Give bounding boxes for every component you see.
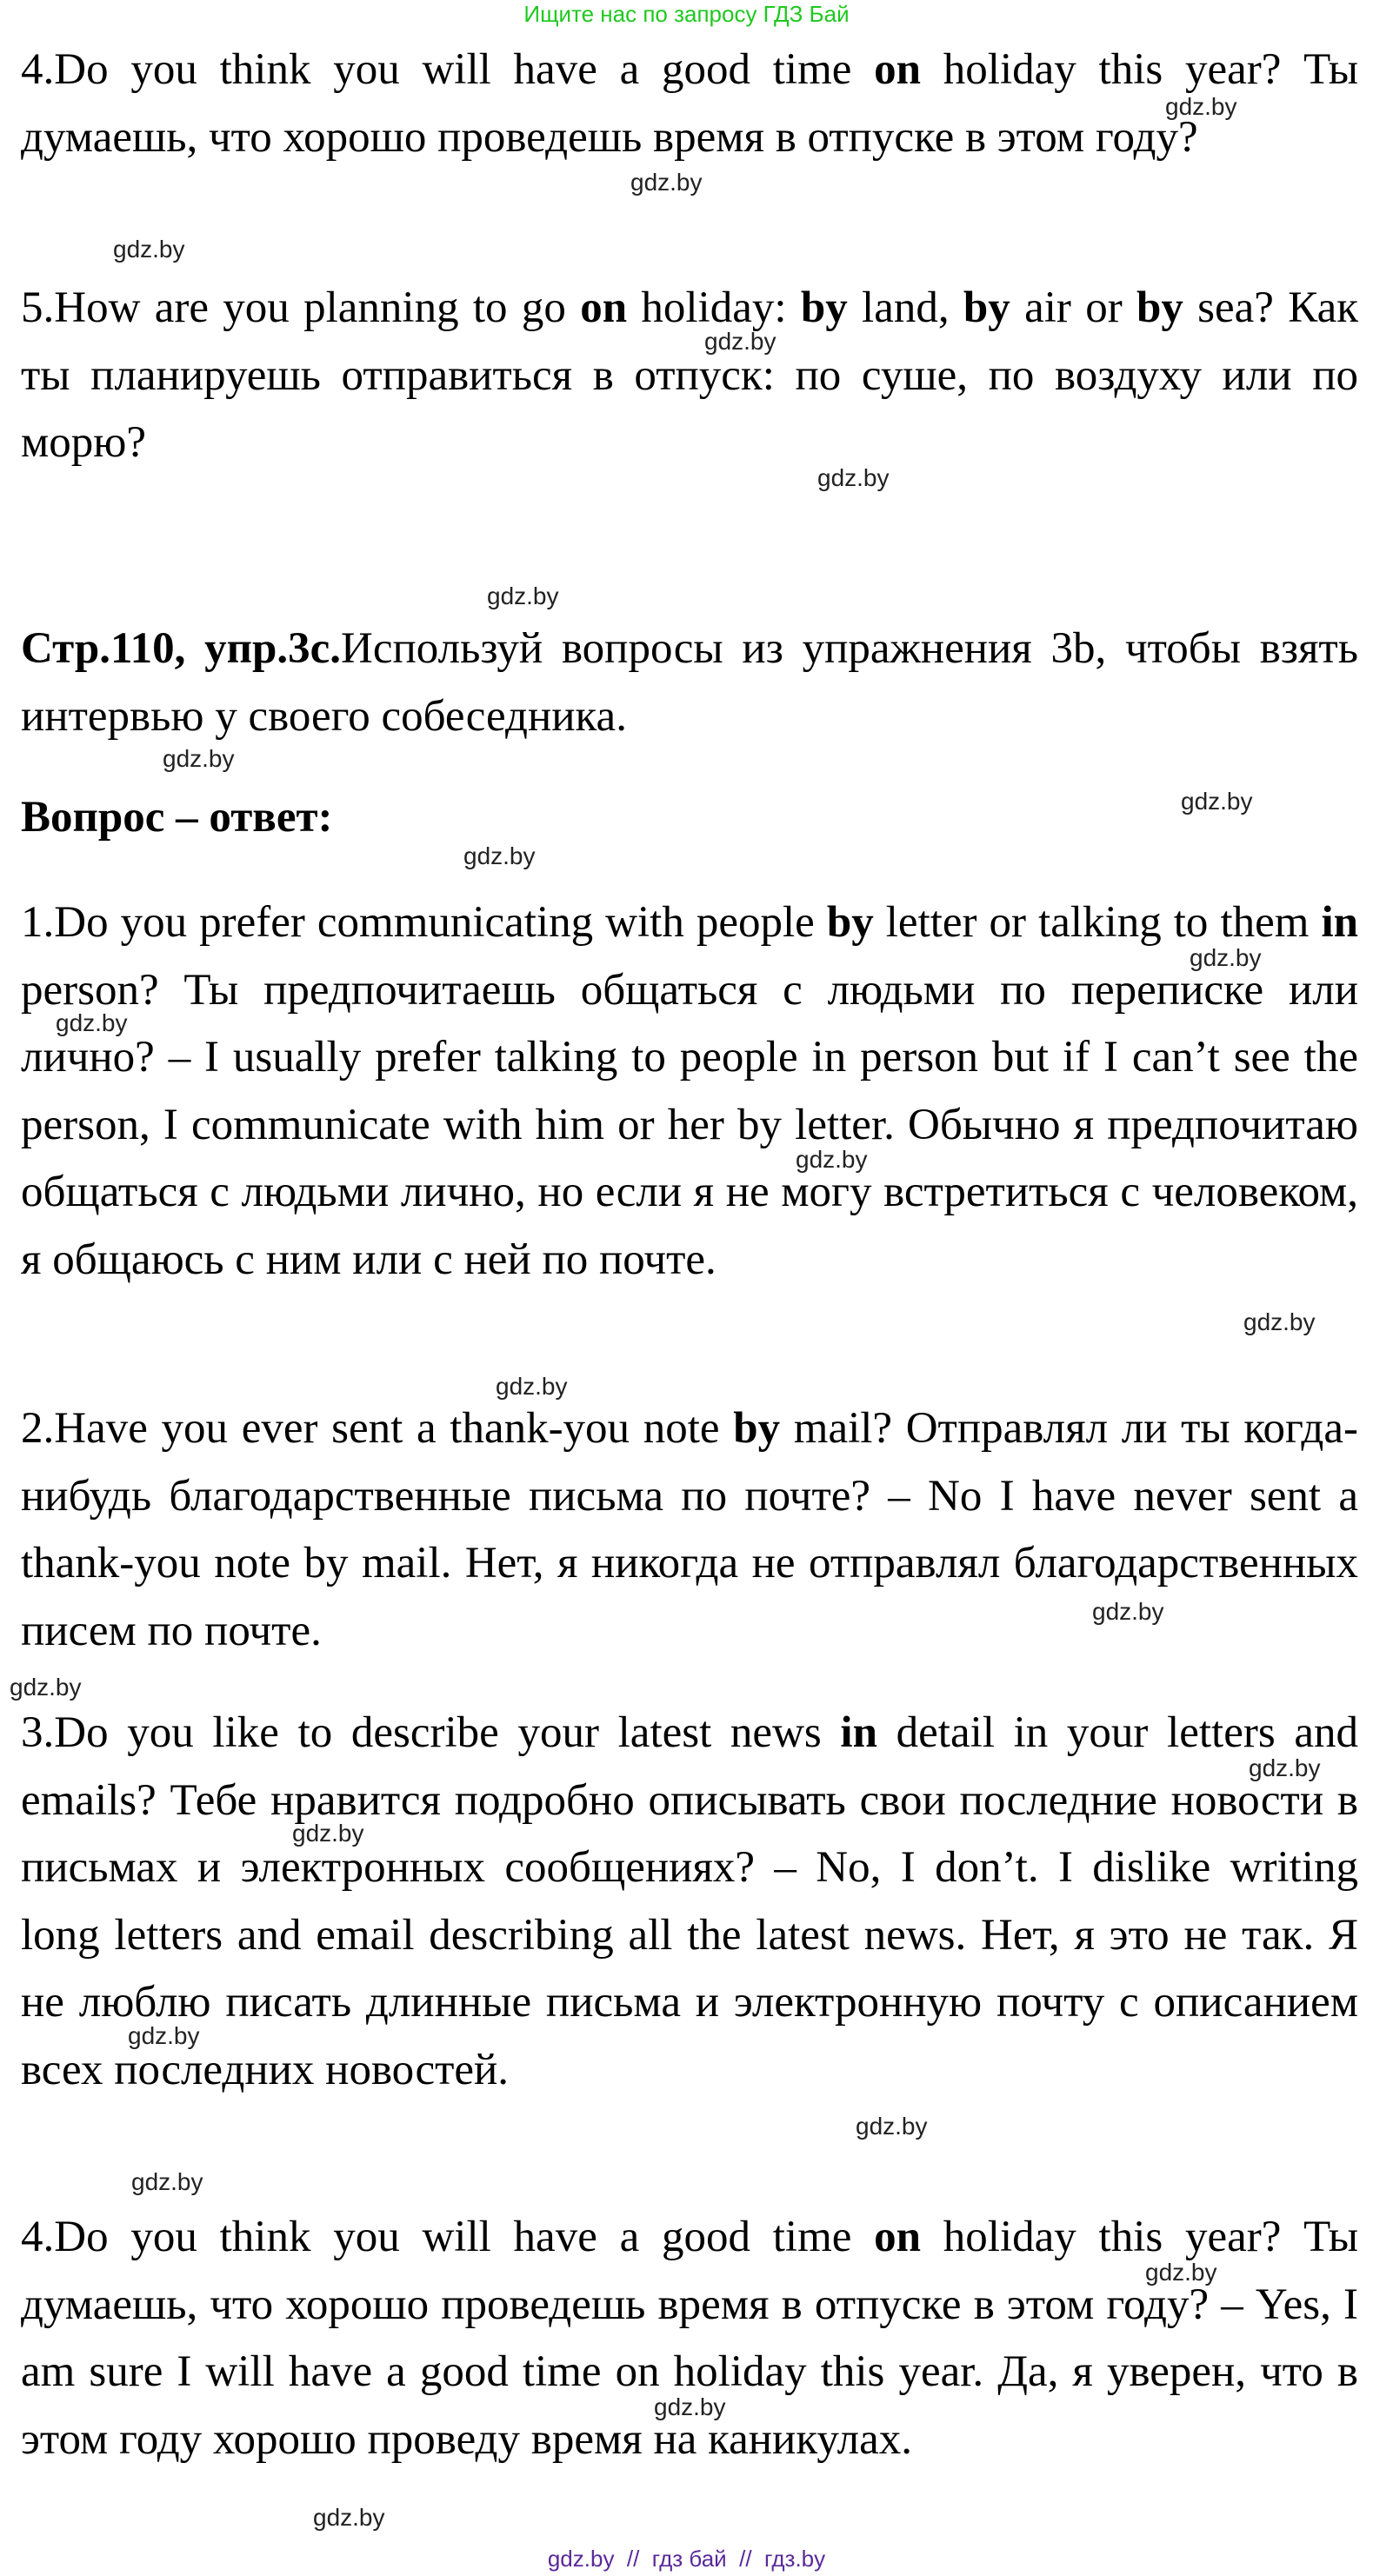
watermark: gdz.by [796, 1146, 868, 1173]
bold-text: by [826, 898, 874, 947]
bold-text: on [874, 2213, 922, 2261]
bold-text: on [580, 283, 628, 332]
watermark: gdz.by [113, 236, 185, 263]
answer-3 [21, 1700, 1358, 2104]
watermark: gdz.by [56, 1009, 128, 1036]
watermark: gdz.by [654, 2393, 726, 2420]
qa-heading [21, 784, 1358, 852]
bold-text: by [963, 283, 1010, 332]
watermark: gdz.by [1243, 1308, 1316, 1335]
watermark: gdz.by [1165, 93, 1237, 120]
watermark: gdz.by [163, 745, 235, 772]
text-segment: 1.Do you prefer communicating with people [21, 898, 827, 947]
text-segment: person? Ты предпочитаешь общаться с людьми по переписке или лично? – I usually prefer talking to people in person but if I can’t see the person, I communicate with him or her by letter. Обычно я предпочитаю общаться с людьми лично, но если я не могу встретиться с человеком, я общаюсь с ним или с ней по почте. [21, 965, 1358, 1284]
footer-links: gdz.by // гдз бай // гдз.by [547, 2546, 826, 2572]
text-segment: 5.How are you planning to go [21, 283, 581, 332]
watermark: gdz.by [630, 169, 703, 196]
text-segment: air or [1010, 283, 1136, 332]
text-segment: letter or talking to them [873, 898, 1322, 947]
bold-text: in [1321, 898, 1358, 947]
question-5-previous [21, 275, 1358, 477]
watermark: gdz.by [1190, 944, 1262, 971]
watermark: gdz.by [1092, 1598, 1164, 1625]
watermark: gdz.by [817, 464, 890, 491]
bold-text: by [800, 283, 848, 332]
watermark: gdz.by [856, 2113, 928, 2140]
text-segment: mail? Отправлял ли ты когда-нибудь благодарственные письма по почте? – No I have never sent a thank-you note by mail. Нет, я никогда не отправлял благодарственных писем по почте. [21, 1404, 1358, 1655]
watermark: gdz.by [1249, 1754, 1321, 1781]
answer-4 [21, 2204, 1358, 2473]
watermark: gdz.by [463, 842, 536, 869]
exercise-heading [21, 616, 1358, 750]
text-segment: detail in your letters and emails? Тебе нравится подробно описывать свои последние новости в письмах и электронных сообщениях? – No, I don’t. I dislike writing long letters and email describing all the latest news. Нет, я это не так. Я не люблю писать длинные письма и электронную почту с описанием всех последних новостей. [21, 1708, 1358, 2094]
watermark: gdz.by [10, 1674, 82, 1701]
watermark: gdz.by [131, 2168, 203, 2195]
text-segment: Используй вопросы из упражнения 3b, чтобы взять интервью у своего собеседника. [21, 624, 1358, 741]
text-segment: holiday this year? Ты думаешь, что хорошо проведешь время в отпуске в этом году? – Yes, I am sure I will have a good time on holiday this year. Да, я уверен, что в этом году хорошо проведу время на каникулах. [21, 2213, 1359, 2464]
watermark: gdz.by [1145, 2259, 1217, 2286]
text-segment: 3.Do you like to describe your latest news [21, 1708, 841, 1757]
watermark: gdz.by [313, 2504, 385, 2531]
bold-text: by [733, 1404, 781, 1453]
watermark: gdz.by [704, 328, 776, 355]
text-segment: land, [847, 283, 963, 332]
bold-text: Стр.110, упр.3c. [21, 624, 342, 673]
bold-text: Вопрос – ответ: [21, 793, 333, 842]
watermark: gdz.by [487, 582, 559, 609]
watermark: gdz.by [292, 1820, 364, 1847]
watermark: gdz.by [1181, 788, 1253, 815]
bold-text: on [874, 45, 922, 94]
question-4-previous [21, 37, 1358, 171]
text-segment: 4.Do you think you will have a good time [21, 2213, 875, 2261]
text-segment: 4.Do you think you will have a good time [21, 45, 875, 94]
bold-text: by [1136, 283, 1183, 332]
search-hint-banner: Ищите нас по запросу ГДЗ Бай [523, 1, 850, 27]
watermark: gdz.by [128, 2022, 200, 2049]
answer-1 [21, 889, 1358, 1294]
text-segment: holiday this year? Ты думаешь, что хорошо проведешь время в отпуске в этом году? [21, 45, 1359, 162]
text-segment: sea? Как ты планируешь отправиться в отпуск: по суше, по воздуху или по морю? [21, 283, 1359, 467]
text-segment: holiday: [627, 283, 801, 332]
bold-text: in [840, 1708, 877, 1757]
watermark: gdz.by [496, 1373, 568, 1400]
text-segment: 2.Have you ever sent a thank-you note [21, 1404, 734, 1453]
